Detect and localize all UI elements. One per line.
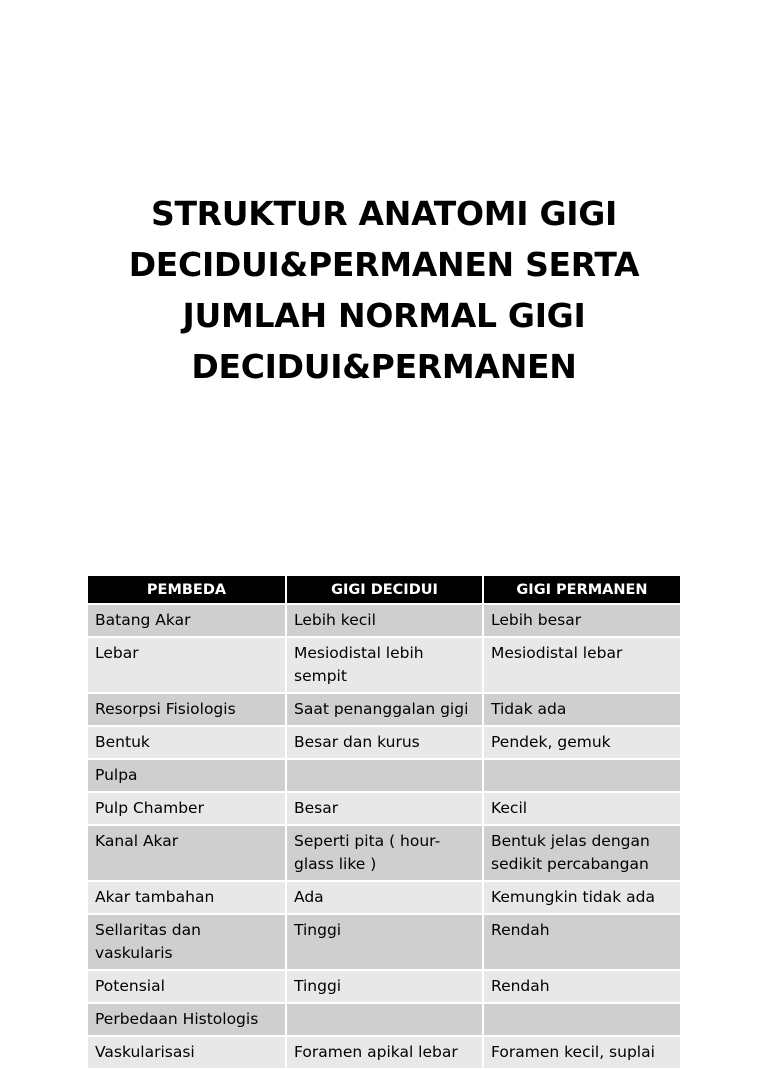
header-pembeda: PEMBEDA	[88, 576, 286, 604]
table-cell	[286, 759, 483, 792]
slide-title	[40, 188, 728, 392]
table-cell: Pendek, gemuk	[483, 726, 680, 759]
table-row	[88, 637, 680, 693]
table-cell	[483, 759, 680, 792]
table-row	[88, 604, 680, 637]
table-row	[88, 825, 680, 881]
table-cell: Tinggi	[286, 970, 483, 1003]
table-cell: Lebih kecil	[286, 604, 483, 637]
table-cell: Potensial	[88, 970, 286, 1003]
table-cell: Kemungkin tidak ada	[483, 881, 680, 914]
table-row	[88, 792, 680, 825]
table-row	[88, 881, 680, 914]
table-cell: Lebih besar	[483, 604, 680, 637]
table-cell: Lebar	[88, 637, 286, 693]
title-line: JUMLAH NORMAL GIGI	[182, 296, 586, 335]
table-cell: Ada	[286, 881, 483, 914]
table-cell: Pulpa	[88, 759, 286, 792]
table-cell: Perbedaan Histologis	[88, 1003, 286, 1036]
table-row	[88, 1036, 680, 1069]
comparison-table-container	[88, 576, 680, 1070]
table-cell: Bentuk jelas dengan sedikit percabangan	[483, 825, 680, 881]
title-line: DECIDUI&PERMANEN SERTA	[128, 245, 640, 284]
table-cell: Rendah	[483, 970, 680, 1003]
table-row	[88, 1003, 680, 1036]
table-cell: Sellaritas dan vaskularis	[88, 914, 286, 970]
table-row	[88, 693, 680, 726]
comparison-table	[88, 576, 680, 1070]
title-line: STRUKTUR ANATOMI GIGI	[151, 194, 617, 233]
table-cell: Seperti pita ( hour-glass like )	[286, 825, 483, 881]
table-cell	[286, 1003, 483, 1036]
table-cell: Batang Akar	[88, 604, 286, 637]
table-cell: Resorpsi Fisiologis	[88, 693, 286, 726]
header-gigi-decidui: GIGI DECIDUI	[286, 576, 483, 604]
table-header-row	[88, 576, 680, 604]
table-cell: Besar dan kurus	[286, 726, 483, 759]
table-cell: Besar	[286, 792, 483, 825]
table-row	[88, 970, 680, 1003]
table-cell: Vaskularisasi	[88, 1036, 286, 1069]
table-cell: Bentuk	[88, 726, 286, 759]
table-cell: Rendah	[483, 914, 680, 970]
table-row	[88, 914, 680, 970]
table-cell: Kecil	[483, 792, 680, 825]
table-cell: Foramen apikal lebar	[286, 1036, 483, 1069]
table-cell: Tidak ada	[483, 693, 680, 726]
table-cell: Mesiodistal lebih sempit	[286, 637, 483, 693]
table-cell: Pulp Chamber	[88, 792, 286, 825]
title-line: DECIDUI&PERMANEN	[191, 347, 577, 386]
table-cell: Saat penanggalan gigi	[286, 693, 483, 726]
table-cell: Akar tambahan	[88, 881, 286, 914]
table-row	[88, 726, 680, 759]
table-cell	[483, 1003, 680, 1036]
table-row	[88, 759, 680, 792]
table-cell: Foramen kecil, suplai	[483, 1036, 680, 1069]
table-cell: Tinggi	[286, 914, 483, 970]
table-cell: Kanal Akar	[88, 825, 286, 881]
table-cell: Mesiodistal lebar	[483, 637, 680, 693]
header-gigi-permanen: GIGI PERMANEN	[483, 576, 680, 604]
